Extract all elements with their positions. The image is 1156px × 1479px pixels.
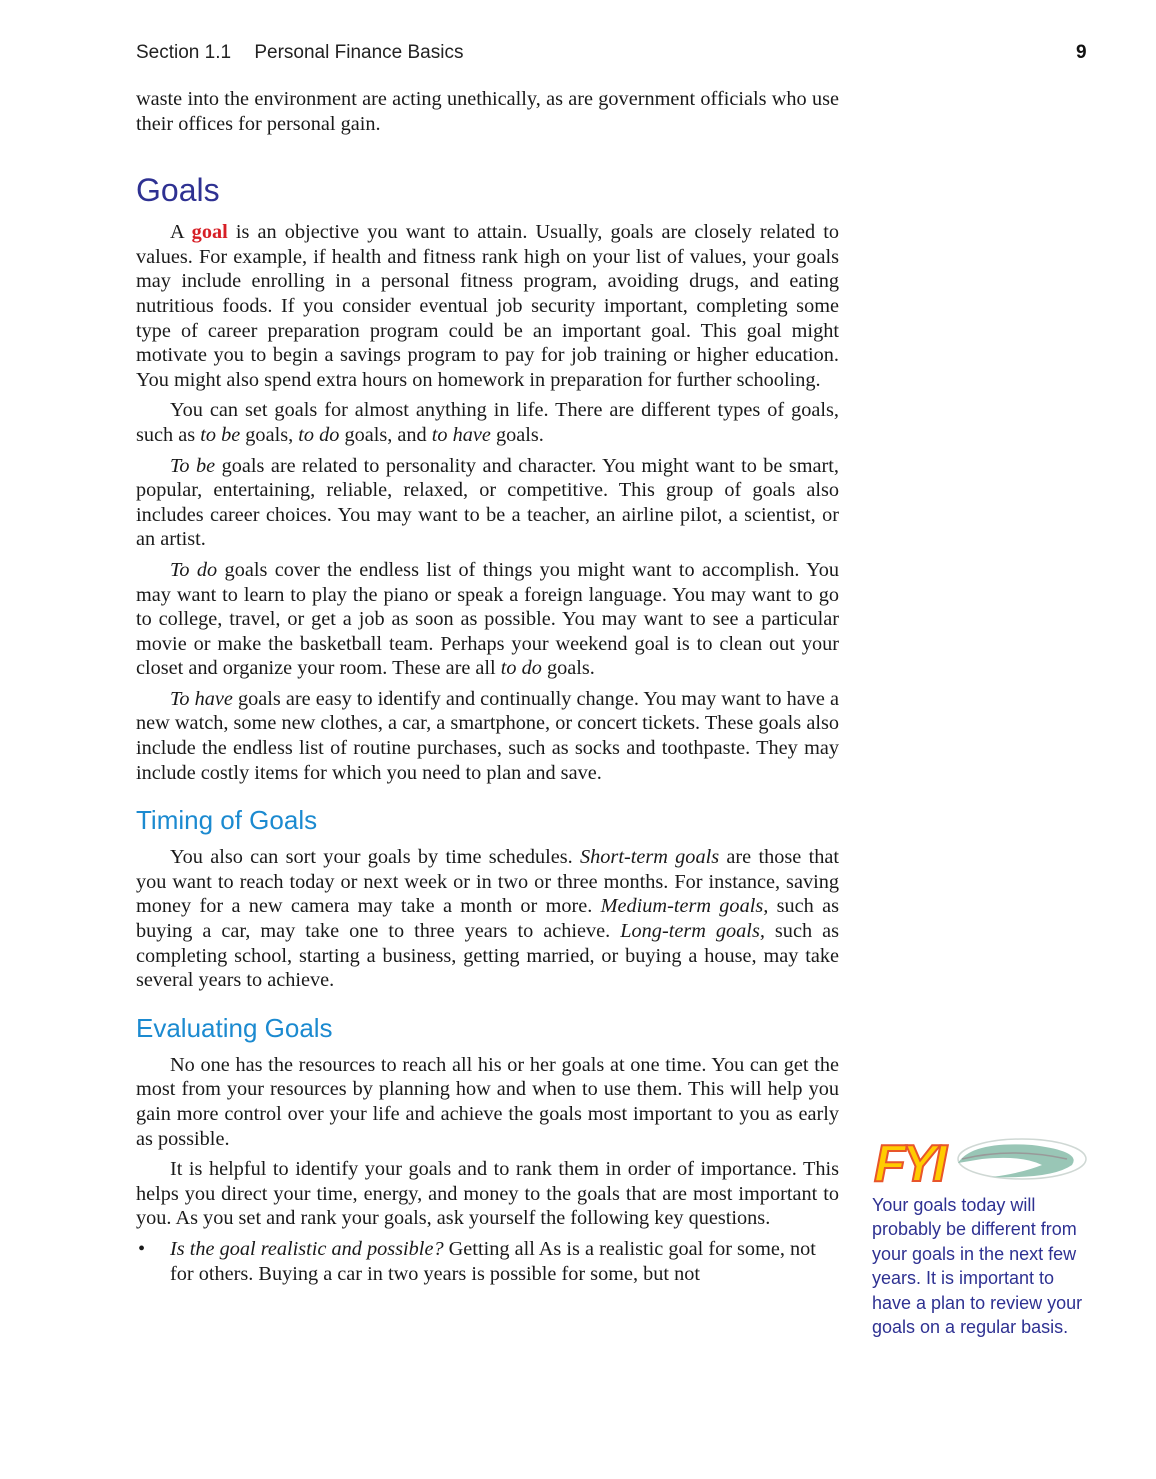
text-run: such as completing school, starting a business, getting married, or buying a house, may take several years to achieve. xyxy=(136,920,839,992)
paragraph xyxy=(136,1053,839,1151)
paragraph xyxy=(136,845,839,993)
text-run: goals are easy to identify and continually change. You may want to have a new watch, some new clothes, a car, a smartphone, or concert tickets. These goals also include the endless list of routine purchases, such as socks and toothpaste. They may include costly items for which you need to plan and save. xyxy=(136,687,839,784)
text-run: goals are related to personality and character. You might want to be smart, popular, entertaining, reliable, relaxed, or competitive. This group of goals also includes career choices. You may want to be a teacher, an airline pilot, a scientist, or an artist. xyxy=(136,454,839,551)
subsection-heading: Evaluating Goals xyxy=(136,1012,333,1043)
text-run: goals, xyxy=(240,423,299,446)
italic-text: to be xyxy=(200,423,241,446)
text-run: is an objective you want to attain. Usually, goals are closely related to values. For example, if health and fitness rank high on your list of values, your goals may include enrolling in a personal fitness program, avoiding drugs, and eating nutritious foods. If you consider eventual job security important, completing some type of career preparation program could be an important goal. This goal might motivate you to begin a savings program to pay for job training or higher education. You might also spend extra hours on homework in preparation for further schooling. xyxy=(136,221,839,391)
section-number: Section 1.1 xyxy=(136,42,232,63)
italic-text: to do xyxy=(500,657,542,680)
text-run: A xyxy=(170,221,192,244)
italic-text: Short-term goals xyxy=(580,846,720,869)
text-run: goals. xyxy=(490,423,544,446)
paragraph xyxy=(136,454,839,552)
key-term: goal xyxy=(191,221,228,244)
italic-text: To have xyxy=(170,687,233,710)
paragraph xyxy=(136,558,839,681)
text-run: goals cover the endless list of things you might want to accomplish. You may want to learn to play the piano or speak a foreign language. You may want to go to college, travel, or get a job as soon as possible. You may want to see a particular movie or make the basketball team. Perhaps your weekend goal is to clean out your closet and organize your room. These are all xyxy=(136,558,839,680)
paragraph xyxy=(136,398,839,447)
section-title: Personal Finance Basics xyxy=(254,42,464,63)
text-run: goals, and xyxy=(339,423,432,446)
bullet-item xyxy=(170,1237,839,1286)
fyi-logo xyxy=(872,1133,1094,1187)
paragraph xyxy=(136,87,839,136)
italic-text: Long-term goals, xyxy=(620,920,765,943)
fyi-sidebar xyxy=(872,1133,1094,1339)
text-run: are those that you want to reach today or next week or in two or three months. For instance, saving money for a new camera may take a month or more. xyxy=(136,846,839,918)
text-run: goals. xyxy=(541,657,595,680)
page-number: 9 xyxy=(1076,42,1087,63)
fyi-text: Your goals today will probably be different from your goals in the next few years. It is important to have a plan to review your goals on a regular basis. xyxy=(872,1195,1083,1338)
running-header xyxy=(136,42,463,64)
paragraph xyxy=(136,1157,839,1231)
italic-text: Medium-term goals, xyxy=(600,895,769,918)
paragraph xyxy=(136,687,839,785)
text-run: such as buying a car, may take one to three years to achieve. xyxy=(136,895,839,943)
italic-text: Is the goal realistic and possible? xyxy=(170,1237,444,1260)
text-run: Getting all As is a realistic goal for some, not for others. Buying a car in two years is possible for some, but not xyxy=(170,1237,816,1285)
italic-text: to do xyxy=(298,423,340,446)
text-run: waste into the environment are acting unethically, as are government officials who use their offices for personal gain. xyxy=(136,88,839,135)
text-run: It is helpful to identify your goals and to rank them in order of importance. This helps you direct your time, energy, and money to the goals that are most important to you. As you set and rank your goals, ask yourself the following key questions. xyxy=(136,1158,839,1230)
bullet-list xyxy=(136,1237,839,1286)
paragraph xyxy=(136,220,839,392)
main-text xyxy=(136,87,839,1286)
italic-text: To do xyxy=(170,558,218,581)
fyi-logo-text: FYI xyxy=(874,1135,943,1187)
section-heading: Goals xyxy=(136,172,220,209)
text-run: You also can sort your goals by time schedules. xyxy=(170,846,580,869)
text-run: No one has the resources to reach all his or her goals at one time. You can get the most from your resources by planning how and when to use them. This will help you gain more control over your life and achieve the goals most important to you as early as possible. xyxy=(136,1053,839,1150)
text-run: You can set goals for almost anything in life. There are different types of goals, such as xyxy=(136,399,839,446)
italic-text: To be xyxy=(170,454,216,477)
italic-text: to have xyxy=(431,423,491,446)
subsection-heading: Timing of Goals xyxy=(136,805,318,836)
